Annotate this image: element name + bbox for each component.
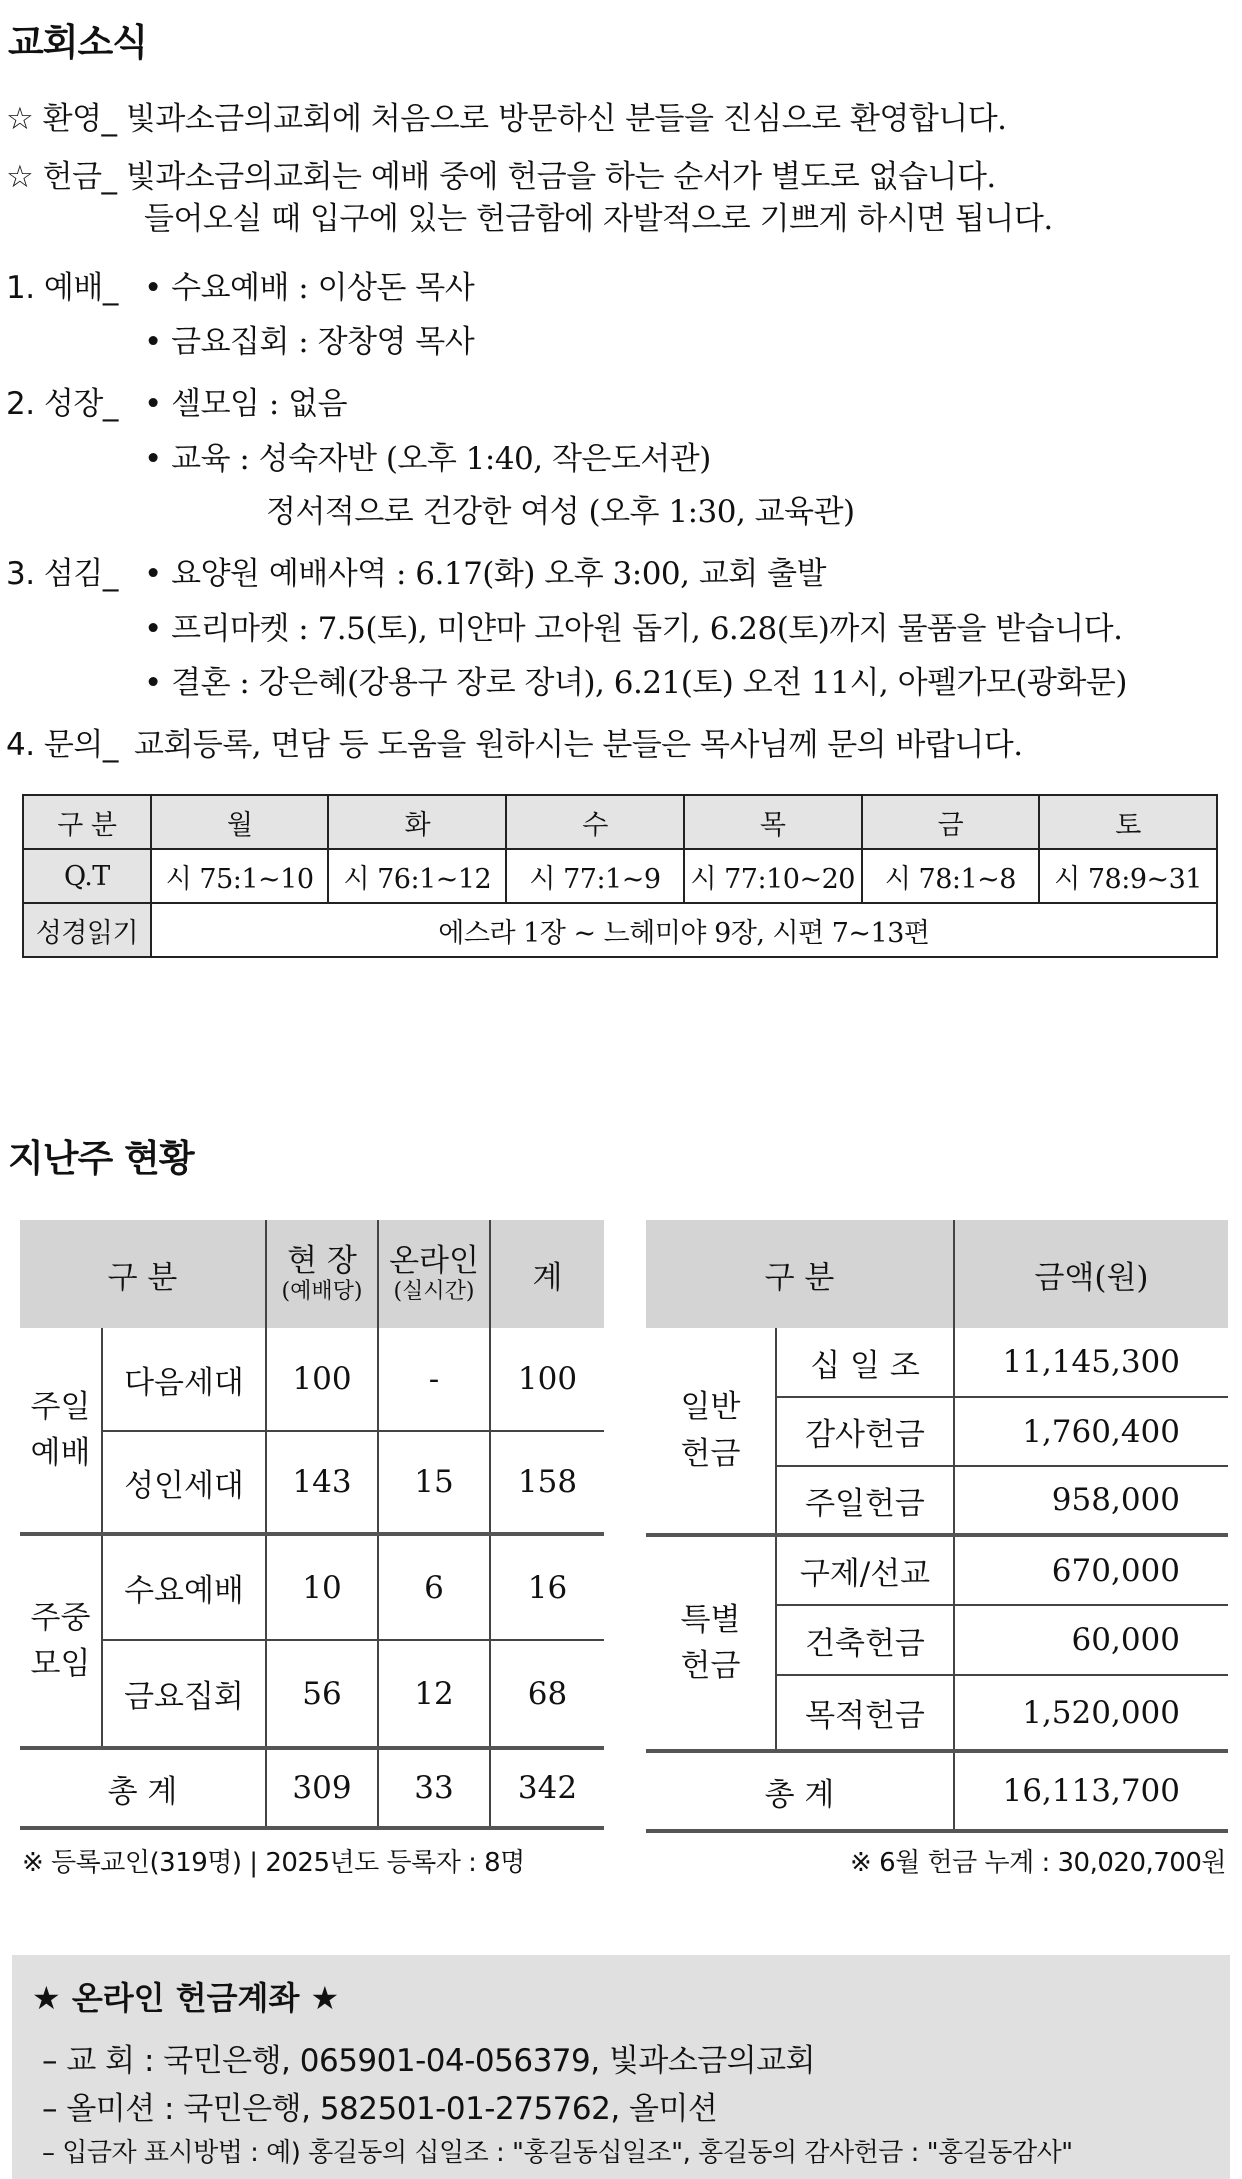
star-icon: ☆ <box>6 159 34 195</box>
attendance-header-row <box>20 1220 604 1328</box>
group-name-2: 헌금 <box>680 1435 741 1472</box>
note-registered: ※ 등록교인(319명) | 2025년도 등록자 : 8명 <box>22 1848 525 1878</box>
total-value: 16 <box>490 1534 604 1640</box>
qt-row <box>23 849 1217 903</box>
total-value: 100 <box>490 1328 604 1431</box>
onsite-value: 56 <box>266 1640 378 1748</box>
finance-header-amount: 금액(원) <box>954 1220 1228 1328</box>
item-growth-line-2: • 교육 : 성숙자반 (오후 1:40, 작은도서관) <box>144 441 711 477</box>
item-serve-line-3: • 결혼 : 강은혜(강용구 장로 장녀), 6.21(토) 오전 11시, 아펠가모(광화문) <box>144 665 1127 701</box>
offering-line <box>6 151 996 196</box>
item-inquiry-line-1: 교회등록, 면담 등 도움을 원하시는 분들은 목사님께 문의 바랍니다. <box>134 727 1023 763</box>
account-title: ★ 온라인 헌금계좌 ★ <box>32 1979 340 2017</box>
row-label: 다음세대 <box>102 1328 266 1431</box>
table-row <box>646 1328 1228 1397</box>
onsite-value: 143 <box>266 1431 378 1534</box>
row-label: 십 일 조 <box>776 1328 954 1397</box>
group-name-2: 헌금 <box>680 1648 741 1684</box>
sum-amount: 16,113,700 <box>954 1751 1228 1831</box>
qt-header-cell: 월 <box>151 795 329 849</box>
account-line-church: – 교 회 : 국민은행, 065901-04-056379, 빛과소금의교회 <box>42 2043 816 2079</box>
attendance-header-category: 구 분 <box>20 1220 266 1328</box>
item-serve-line-2: • 프리마켓 : 7.5(토), 미얀마 고아원 돕기, 6.28(토)까지 물품을 받습니다. <box>144 611 1123 647</box>
qt-cell: 시 76:1~12 <box>328 849 506 903</box>
onsite-sublabel: (예배당) <box>281 1279 363 1305</box>
online-value: 12 <box>378 1640 490 1748</box>
item-inquiry-label: 4. 문의_ <box>6 727 118 763</box>
total-value: 68 <box>527 1675 568 1712</box>
row-label: 구제/선교 <box>776 1535 954 1605</box>
item-growth-label: 2. 성장_ <box>6 386 118 422</box>
qt-cell: 시 77:10~20 <box>684 849 862 903</box>
qt-table <box>22 794 1218 958</box>
reading-row-label: 성경읽기 <box>23 903 151 957</box>
amount-value: 1,760,400 <box>954 1397 1228 1466</box>
row-label: 수요예배 <box>102 1534 266 1640</box>
onsite-value: 100 <box>266 1328 378 1431</box>
group-name-1: 일반 <box>680 1389 741 1425</box>
attendance-header-total: 계 <box>490 1220 604 1328</box>
reading-row <box>23 903 1217 957</box>
table-row <box>20 1431 604 1534</box>
group-name-2: 예배 <box>30 1435 91 1471</box>
row-label: 금요집회 <box>102 1640 266 1748</box>
total-value: 158 <box>517 1464 578 1500</box>
item-worship-label: 1. 예배_ <box>6 270 118 306</box>
qt-cell: 시 77:1~9 <box>506 849 684 903</box>
table-row <box>646 1535 1228 1605</box>
group-name-1: 주일 <box>30 1388 91 1425</box>
qt-cell: 시 78:9~31 <box>1039 849 1217 903</box>
offering-label: 헌금_ <box>42 159 117 195</box>
item-worship-line-2: • 금요집회 : 장창영 목사 <box>144 324 475 360</box>
note-monthly-total: ※ 6월 헌금 누계 : 30,020,700원 <box>850 1848 1226 1878</box>
amount-value: 1,520,000 <box>1022 1694 1180 1731</box>
finance-group-special <box>646 1535 776 1751</box>
qt-header-row <box>23 795 1217 849</box>
item-worship-line-1: • 수요예배 : 이상돈 목사 <box>144 270 475 306</box>
onsite-value: 10 <box>266 1534 378 1640</box>
amount-value: 670,000 <box>954 1535 1228 1605</box>
qt-row-label: Q.T <box>23 849 151 903</box>
amount-value: 11,145,300 <box>954 1328 1228 1397</box>
attendance-sum-row <box>20 1748 604 1828</box>
sum-onsite: 309 <box>266 1748 378 1828</box>
star-icon: ☆ <box>6 101 34 137</box>
group-name-2: 모임 <box>30 1646 91 1682</box>
qt-header-cell: 화 <box>328 795 506 849</box>
sum-total: 342 <box>490 1748 604 1828</box>
qt-header-cell: 금 <box>862 795 1040 849</box>
row-label: 성인세대 <box>102 1431 266 1534</box>
finance-group-general <box>646 1328 776 1535</box>
row-label: 감사헌금 <box>776 1397 954 1466</box>
sum-online: 33 <box>378 1748 490 1828</box>
reading-cell: 에스라 1장 ~ 느헤미야 9장, 시편 7~13편 <box>151 903 1217 957</box>
news-title: 교회소식 <box>8 21 147 64</box>
qt-header-cell: 구 분 <box>23 795 151 849</box>
welcome-text: 빛과소금의교회에 처음으로 방문하신 분들을 진심으로 환영합니다. <box>116 101 1007 137</box>
finance-table <box>646 1220 1228 1833</box>
table-row <box>20 1534 604 1640</box>
qt-cell: 시 75:1~10 <box>151 849 329 903</box>
row-label: 건축헌금 <box>776 1605 954 1675</box>
account-note: – 입금자 표시방법 : 예) 홍길동의 십일조 : "홍길동십일조", 홍길동의 감사헌금 : "홍길동감사" <box>42 2138 1073 2168</box>
table-row <box>20 1640 604 1748</box>
online-value: 15 <box>378 1431 490 1534</box>
amount-value: 958,000 <box>1051 1482 1180 1518</box>
item-serve-label: 3. 섬김_ <box>6 556 118 592</box>
sum-label: 총 계 <box>20 1748 266 1828</box>
table-row <box>20 1328 604 1431</box>
group-name-1: 특별 <box>680 1601 741 1638</box>
attendance-group-weekday <box>20 1534 102 1748</box>
finance-sum-row <box>646 1751 1228 1831</box>
account-line-allmission: – 올미션 : 국민은행, 582501-01-275762, 올미션 <box>42 2091 718 2127</box>
finance-header-category: 구 분 <box>646 1220 954 1328</box>
welcome-label: 환영_ <box>42 101 117 137</box>
qt-cell: 시 78:1~8 <box>862 849 1040 903</box>
online-value: - <box>378 1328 490 1431</box>
amount-value: 60,000 <box>954 1605 1228 1675</box>
status-title: 지난주 현황 <box>8 1137 194 1180</box>
offering-text-2: 들어오실 때 입구에 있는 헌금함에 자발적으로 기쁘게 하시면 됩니다. <box>144 201 1053 237</box>
qt-header-cell: 토 <box>1039 795 1217 849</box>
account-box <box>12 1955 1230 2179</box>
group-name-1: 주중 <box>30 1599 91 1636</box>
attendance-table <box>20 1220 604 1830</box>
onsite-label: 현 장 <box>287 1242 357 1279</box>
welcome-line <box>6 93 1007 138</box>
attendance-group-sunday <box>20 1328 102 1534</box>
item-growth-line-1: • 셀모임 : 없음 <box>144 386 348 422</box>
row-label: 목적헌금 <box>776 1675 954 1751</box>
offering-text: 빛과소금의교회는 예배 중에 헌금을 하는 순서가 별도로 없습니다. <box>116 159 996 195</box>
attendance-header-online <box>378 1220 490 1328</box>
item-serve-line-1: • 요양원 예배사역 : 6.17(화) 오후 3:00, 교회 출발 <box>144 556 826 592</box>
sum-label: 총 계 <box>646 1751 954 1831</box>
online-sublabel: (실시간) <box>393 1279 475 1305</box>
online-label: 온라인 <box>389 1242 479 1279</box>
qt-header-cell: 수 <box>506 795 684 849</box>
finance-header-row <box>646 1220 1228 1328</box>
online-value: 6 <box>378 1534 490 1640</box>
row-label: 주일헌금 <box>776 1466 954 1535</box>
attendance-header-onsite <box>266 1220 378 1328</box>
item-growth-line-3: 정서적으로 건강한 여성 (오후 1:30, 교육관) <box>266 494 855 530</box>
qt-header-cell: 목 <box>684 795 862 849</box>
